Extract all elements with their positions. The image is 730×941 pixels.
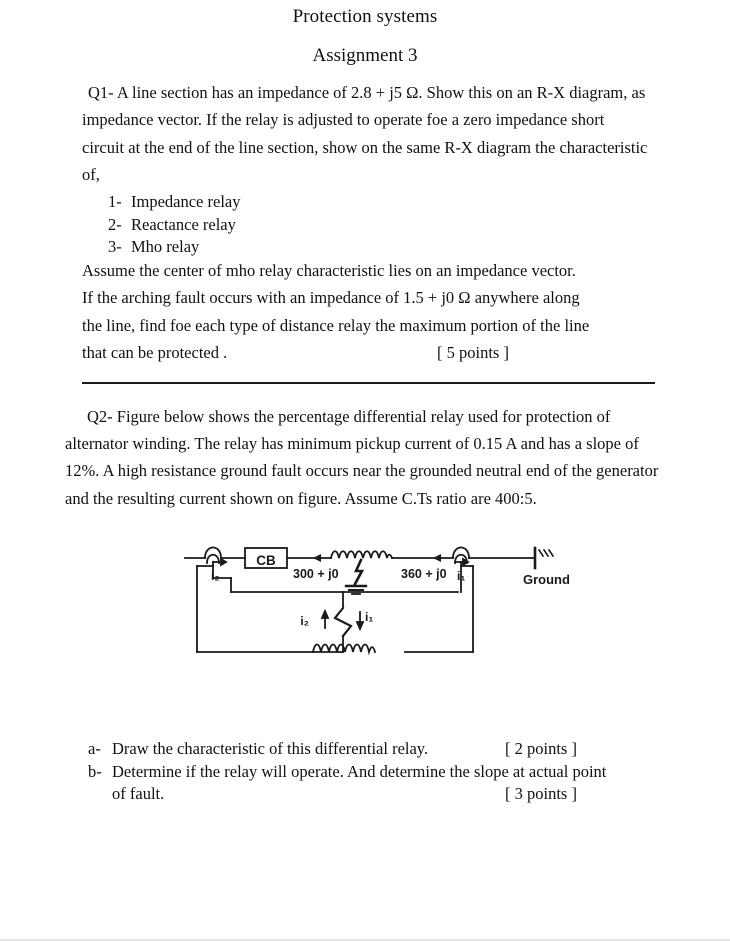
operating-coil-right-label: i₁ [365,610,374,624]
section-divider [82,382,655,384]
restraint-coil-icon [313,645,375,653]
part-a-tag: a- [88,739,101,758]
part-a-text: Draw the characteristic of this differential relay. [112,739,429,758]
differential-relay-circuit-figure [183,536,573,664]
right-current-label: 360 + j0 [401,567,447,581]
part-a-points: [ 2 points ] [505,739,577,758]
arrow-left-current-icon [313,554,321,562]
arrow-right-current-icon [433,554,441,562]
list-item-number: 1- [108,192,122,211]
list-item-label: Impedance relay [131,192,241,211]
question-1-body: Q1- A line section has an impedance of 2.8 + j5 Ω. Show this on an R-X diagram, as impedance vector. If the relay is adjusted to operate foe a zero impedance short circuit at the end of the line section, show on the same R-X diagram the characteristic of, [82,83,648,185]
ct-left-current-label: i₂ [211,569,220,583]
generator-winding-coil-icon [331,551,392,558]
operating-coil-zigzag-icon [335,608,351,636]
left-current-label: 300 + j0 [293,567,339,581]
question-2-parts [88,738,668,806]
part-b-points: [ 3 points ] [505,784,577,804]
list-item-label: Reactance relay [131,214,236,234]
ground-label: Ground [523,572,570,587]
question-1-tail-line-3: the line, find foe each type of distance relay the maximum portion of the line [82,315,590,335]
list-item [108,236,508,259]
question-1-tail-text: that can be protected . [82,343,228,363]
operating-coil-left-label: i₂ [300,614,309,628]
list-item-label: Mho relay [131,237,200,257]
question-1-tail-line-2: If the arching fault occurs with an impedance of 1.5 + j0 Ω anywhere along [82,288,580,308]
list-item-number: 3- [108,237,122,257]
question-2-body: Q2- Figure below shows the percentage differential relay used for protection of alternator winding. The relay has minimum pickup current of 0.15 A and has a slope of 12%. A high resistance ground fault occurs near the grounded neutral end of the generator and the resulting current shown on figure. Assume C.Ts ratio are 400:5. [65,407,659,508]
question-1-tail [82,257,656,367]
assignment-subtitle: Assignment 3 [312,45,418,66]
system-ground-hatch-1 [539,550,543,556]
part-b-continuation-text: of fault. [112,784,165,804]
question-1-points: [ 5 points ] [437,343,509,363]
arrow-i1-down-icon [357,612,363,629]
list-item [108,214,508,237]
list-item-number: 2- [108,214,122,234]
arrow-i2-up-icon [322,611,328,628]
question-1-tail-line-4 [82,339,656,366]
system-ground-hatch-2 [544,550,548,556]
part-a-row [88,738,668,761]
page-title: Protection systems [292,6,438,27]
part-b-text: Determine if the relay will operate. And determine the slope at actual point [112,761,607,781]
ct-right-icon [453,548,469,559]
ct-left-icon [205,548,221,559]
system-ground-hatch-3 [549,550,553,556]
part-b-continuation-row [112,783,668,806]
question-1-tail-line-1: Assume the center of mho relay characteristic lies on an impedance vector. [82,261,576,280]
part-b-tag: b- [88,761,102,781]
question-1-relay-list [108,191,508,259]
fault-lightning-icon [355,560,362,584]
part-b-row [88,761,668,784]
ct-right-current-label: i₁ [457,569,466,583]
list-item [108,191,508,214]
circuit-breaker-label: CB [256,553,276,568]
